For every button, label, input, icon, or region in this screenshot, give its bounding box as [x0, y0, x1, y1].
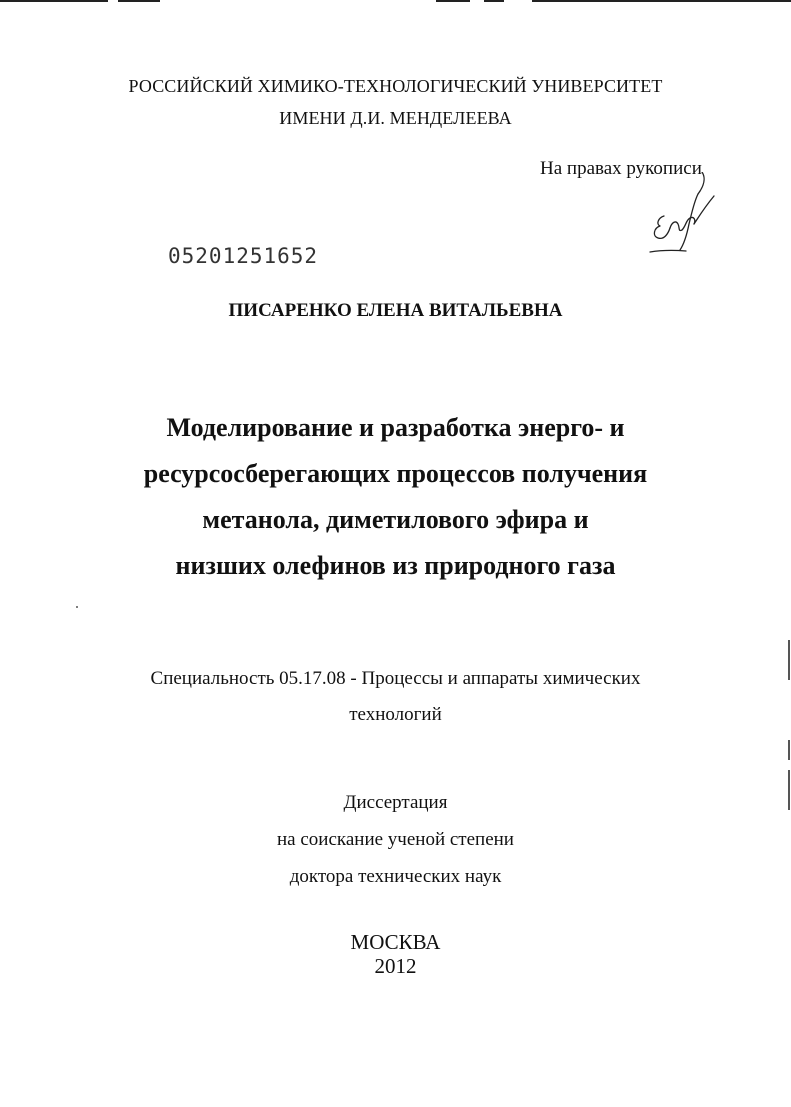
title-line-2: ресурсосберегающих процессов получения — [143, 459, 648, 488]
title-line-4: низших олефинов из природного газа — [175, 551, 616, 580]
degree-line-2: доктора технических наук — [289, 866, 502, 887]
specialty-line-2: технологий — [349, 704, 442, 725]
dissertation-label: Диссертация — [343, 792, 448, 813]
scan-edge-top-4 — [484, 0, 504, 2]
author-name: ПИСАРЕНКО ЕЛЕНА ВИТАЛЬЕВНА — [228, 300, 563, 321]
manuscript-note: На правах рукописи — [540, 158, 702, 179]
university-name-line1: РОССИЙСКИЙ ХИМИКО-ТЕХНОЛОГИЧЕСКИЙ УНИВЕРСИТЕТ — [128, 76, 663, 96]
title-line-3: метанола, диметилового эфира и — [202, 505, 589, 534]
scan-edge-top-1 — [0, 0, 108, 2]
scan-edge-top-5 — [532, 0, 791, 2]
handwritten-signature — [640, 172, 730, 262]
catalog-number: 05201251652 — [168, 244, 319, 268]
university-name-line2: ИМЕНИ Д.И. МЕНДЕЛЕЕВА — [279, 108, 512, 128]
scan-edge-top-3 — [436, 0, 470, 2]
year: 2012 — [374, 954, 417, 978]
specialty-line-1: Специальность 05.17.08 - Процессы и аппараты химических — [150, 668, 641, 689]
scan-speck — [76, 606, 78, 608]
scan-edge-top-2 — [118, 0, 160, 2]
degree-line-1: на соискание ученой степени — [277, 829, 514, 850]
city: МОСКВА — [350, 930, 441, 954]
scan-edge-right-2 — [788, 740, 790, 760]
title-line-1: Моделирование и разработка энерго- и — [166, 413, 625, 442]
